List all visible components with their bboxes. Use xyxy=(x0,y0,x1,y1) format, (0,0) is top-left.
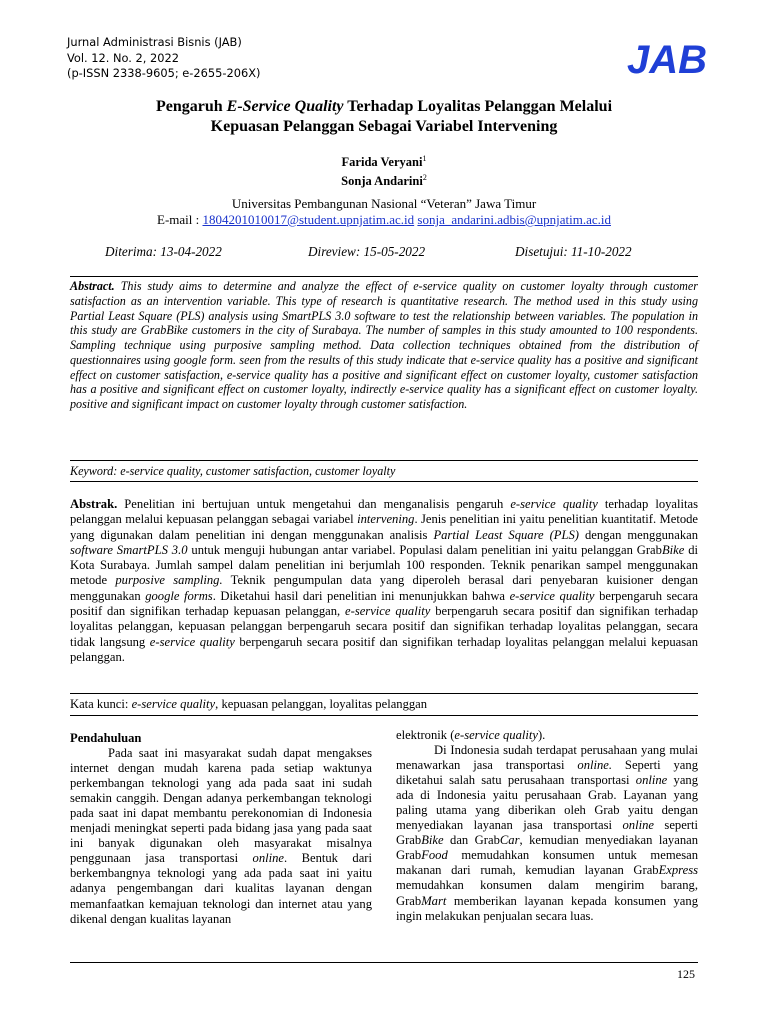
author-2-sup: 2 xyxy=(422,173,427,183)
abstract-english xyxy=(70,279,698,412)
body-text: Seperti yang diketahui salah satu perusahaan transportasi xyxy=(396,758,698,788)
body-italic: Mart xyxy=(421,893,447,908)
abstrak-italic: e-service quality xyxy=(509,588,595,603)
body-text: dan Grab xyxy=(443,833,500,848)
journal-volume: Vol. 12. No. 2, 2022 xyxy=(67,50,180,65)
email-link-2[interactable]: sonja_andarini.adbis@upnjatim.ac.id xyxy=(417,212,611,227)
abstrak-italic: intervening xyxy=(357,512,415,527)
abstrak-italic: purposive sampling. xyxy=(115,573,223,588)
body-italic: online xyxy=(622,818,654,833)
keywords-english: Keyword: e-service quality, customer satisfaction, customer loyalty xyxy=(70,464,396,478)
kata-kunci-italic: e-service quality xyxy=(131,697,216,711)
intro-paragraph-2 xyxy=(396,743,698,924)
left-column xyxy=(70,728,372,927)
kata-kunci-label: Kata kunci: xyxy=(70,697,132,711)
title-part-3: Terhadap Loyalitas Pelanggan Melalui xyxy=(343,98,613,115)
abstract-indonesian xyxy=(70,497,698,665)
divider xyxy=(70,276,698,277)
journal-name: Jurnal Administrasi Bisnis (JAB) xyxy=(67,35,242,49)
abstrak-italic: software SmartPLS 3.0 xyxy=(70,542,188,557)
body-italic: Bike xyxy=(421,833,444,848)
abstrak-italic: e-service quality xyxy=(510,497,598,511)
body-italic: online. xyxy=(577,758,613,773)
author-1 xyxy=(70,151,698,170)
logo-text: JAB xyxy=(626,38,708,80)
footer-divider xyxy=(70,962,698,963)
university: Universitas Pembangunan Nasional “Veteran” Jawa Timur xyxy=(231,196,537,211)
abstrak-text: di Kota Surabaya. Jumlah sampel dalam penelitian ini berjumlah 100 responden. Teknik penarikan sampel menggunakan metode xyxy=(70,542,698,588)
abstrak-italic: google forms xyxy=(145,588,213,603)
title-part-2: E-Service Quality xyxy=(226,98,344,115)
kata-kunci-rest: , kepuasan pelanggan, loyalitas pelanggan xyxy=(215,697,428,711)
divider xyxy=(70,481,698,482)
date-received: Diterima: 13-04-2022 xyxy=(105,244,222,259)
author-2-name: Sonja Andarini xyxy=(341,174,423,189)
abstract-label: Abstract. xyxy=(70,279,115,293)
title-part-1: Pengaruh xyxy=(155,98,227,115)
body-italic: Car xyxy=(499,833,520,848)
section-heading: Pendahuluan xyxy=(70,731,142,745)
abstrak-text: berpengaruh secara positif dan signifikan terhadap loyalitas pelanggan melalui kepuasan pelanggan. xyxy=(70,634,699,664)
abstrak-text: dengan menggunakan xyxy=(579,527,699,542)
abstrak-text: Penelitian ini bertujuan untuk mengetahui dan menganalisis pengaruh xyxy=(117,497,511,511)
intro-paragraph-1-continued xyxy=(396,728,698,743)
body-text: memberikan layanan kepada konsumen yang ingin melakukan penjualan secara luas. xyxy=(396,893,698,923)
intro-paragraph-1 xyxy=(70,746,372,927)
body-text: seperti Grab xyxy=(396,818,698,848)
body-text: memudahkan konsumen dalam mengirim barang, Grab xyxy=(396,878,698,908)
abstrak-italic: Bike xyxy=(661,542,685,557)
email-line xyxy=(70,212,698,228)
abstrak-italic: e-service quality xyxy=(345,604,431,619)
divider xyxy=(70,693,698,694)
body-text: yang ada di Indonesia yaitu perusahaan Grab. Layanan yang paling utama yang diberikan oleh Grab yaitu dengan menyediakan layanan jasa transportasi xyxy=(396,773,698,833)
abstrak-label: Abstrak. xyxy=(70,497,118,511)
body-text: . Bentuk dari berkembangnya teknologi yang ada pada saat ini yaitu adanya pengembangan dari kualitas layanan dengan memanfaatkan kemajuan teknologi dan internet atau yang dikenal dengan kualitas layanan xyxy=(70,851,372,926)
paper-title xyxy=(70,97,698,137)
keywords-indonesian xyxy=(70,697,698,712)
abstrak-text: untuk menguji hubungan antar variabel. Populasi dalam penelitian ini yaitu pelanggan Grab xyxy=(187,542,662,557)
right-column xyxy=(396,728,698,924)
abstrak-text: . Jenis penelitian ini yaitu penelitian kuantitatif. Metode yang digunakan dalam penelitian ini dengan menggunakan analisis xyxy=(70,512,698,542)
author-2 xyxy=(70,170,698,189)
body-italic: e-service quality xyxy=(454,728,538,742)
body-italic: Food xyxy=(421,848,448,863)
body-text: ). xyxy=(537,728,546,742)
author-1-name: Farida Veryani xyxy=(341,155,423,170)
body-text: Pada saat ini masyarakat sudah dapat mengakses internet dengan mudah karena pada setiap waktunya perkembangan teknologi yang ada pada saat ini sudah semakin canggih. Dengan adanya perkembangan teknologi pada saat ini dapat membantu perekonomian di Indonesia menjadi meningkat seperti pada bidang jasa yang pada saat ini banyak digunakan oleh masyarakat misalnya penggunaan jasa transportasi xyxy=(70,746,372,866)
email-label: E-mail : xyxy=(157,212,203,227)
affiliation xyxy=(70,196,698,228)
body-italic: Express xyxy=(658,863,698,878)
body-text: Di Indonesia sudah terdapat perusahaan yang mulai menawarkan jasa transportasi xyxy=(396,743,698,773)
body-italic: online xyxy=(635,773,668,788)
journal-header xyxy=(67,35,261,82)
page-number: 125 xyxy=(677,967,695,981)
title-line-2: Kepuasan Pelanggan Sebagai Variabel Intervening xyxy=(210,118,558,135)
divider xyxy=(70,460,698,461)
date-reviewed: Direview: 15-05-2022 xyxy=(308,244,426,259)
abstract-text: This study aims to determine and analyze the effect of e-service quality on customer loyalty through customer satisfaction as an intervention variable. This type of research is quantitative research. The method used in this study using Partial Least Square (PLS) analysis using SmartPLS 3.0 software to test the relationship between variables. The population in this study are GrabBike customers in the city of Surabaya. The number of samples in this study amounted to 100 respondents. Sampling technique using purposive sampling method. Data collection techniques obtained from the distribution of questionnaires using google form. seen from the results of this study indicate that e-service quality has a positive and significant effect on customer satisfaction, e-service quality has a positive and significant effect on customer loyalty, customer satisfaction has a positive and significant effect on customer loyalty, indirectly e-service quality has a significant effect on customer loyalty. positive and significant impact on customer loyalty through customer satisfaction. xyxy=(70,279,698,411)
journal-issn: (p-ISSN 2338-9605; e-2655-206X) xyxy=(67,66,261,80)
body-text: memudahkan konsumen untuk memesan makanan dari rumah, kemudian layanan Grab xyxy=(396,848,698,878)
abstrak-text: berpengaruh secara positif dan signifikan terhadap loyalitas pelanggan, kepuasan pelanggan berpengaruh secara positif dan signifikan terhadap loyalitas pelanggan, secara tidak langsung xyxy=(70,604,698,649)
abstrak-italic: e-service quality xyxy=(149,634,235,649)
abstrak-text: berpengaruh secara positif dan signifikan terhadap kepuasan pelanggan, xyxy=(70,588,698,619)
body-text: elektronik ( xyxy=(396,728,455,742)
body-text: , kemudian menyediakan layanan Grab xyxy=(396,833,699,863)
abstrak-text: Teknik pengumpulan data yang diperoleh berasal dari penyebaran kuisioner dengan menggunakan xyxy=(70,573,698,603)
email-link-1[interactable]: 1804201010017@student.upnjatim.ac.id xyxy=(202,212,415,227)
author-1-sup: 1 xyxy=(422,154,427,163)
abstrak-italic: Partial Least Square (PLS) xyxy=(433,527,579,542)
abstrak-text: terhadap loyalitas pelanggan melalui kepuasan pelanggan sebagai variabel xyxy=(70,497,698,527)
author-list xyxy=(70,151,698,189)
abstrak-text: . Diketahui hasil dari penelitian ini menunjukkan bahwa xyxy=(212,588,510,603)
jab-logo xyxy=(626,36,708,80)
divider xyxy=(70,715,698,716)
date-accepted: Disetujui: 11-10-2022 xyxy=(515,244,632,259)
body-italic: online xyxy=(252,851,284,866)
